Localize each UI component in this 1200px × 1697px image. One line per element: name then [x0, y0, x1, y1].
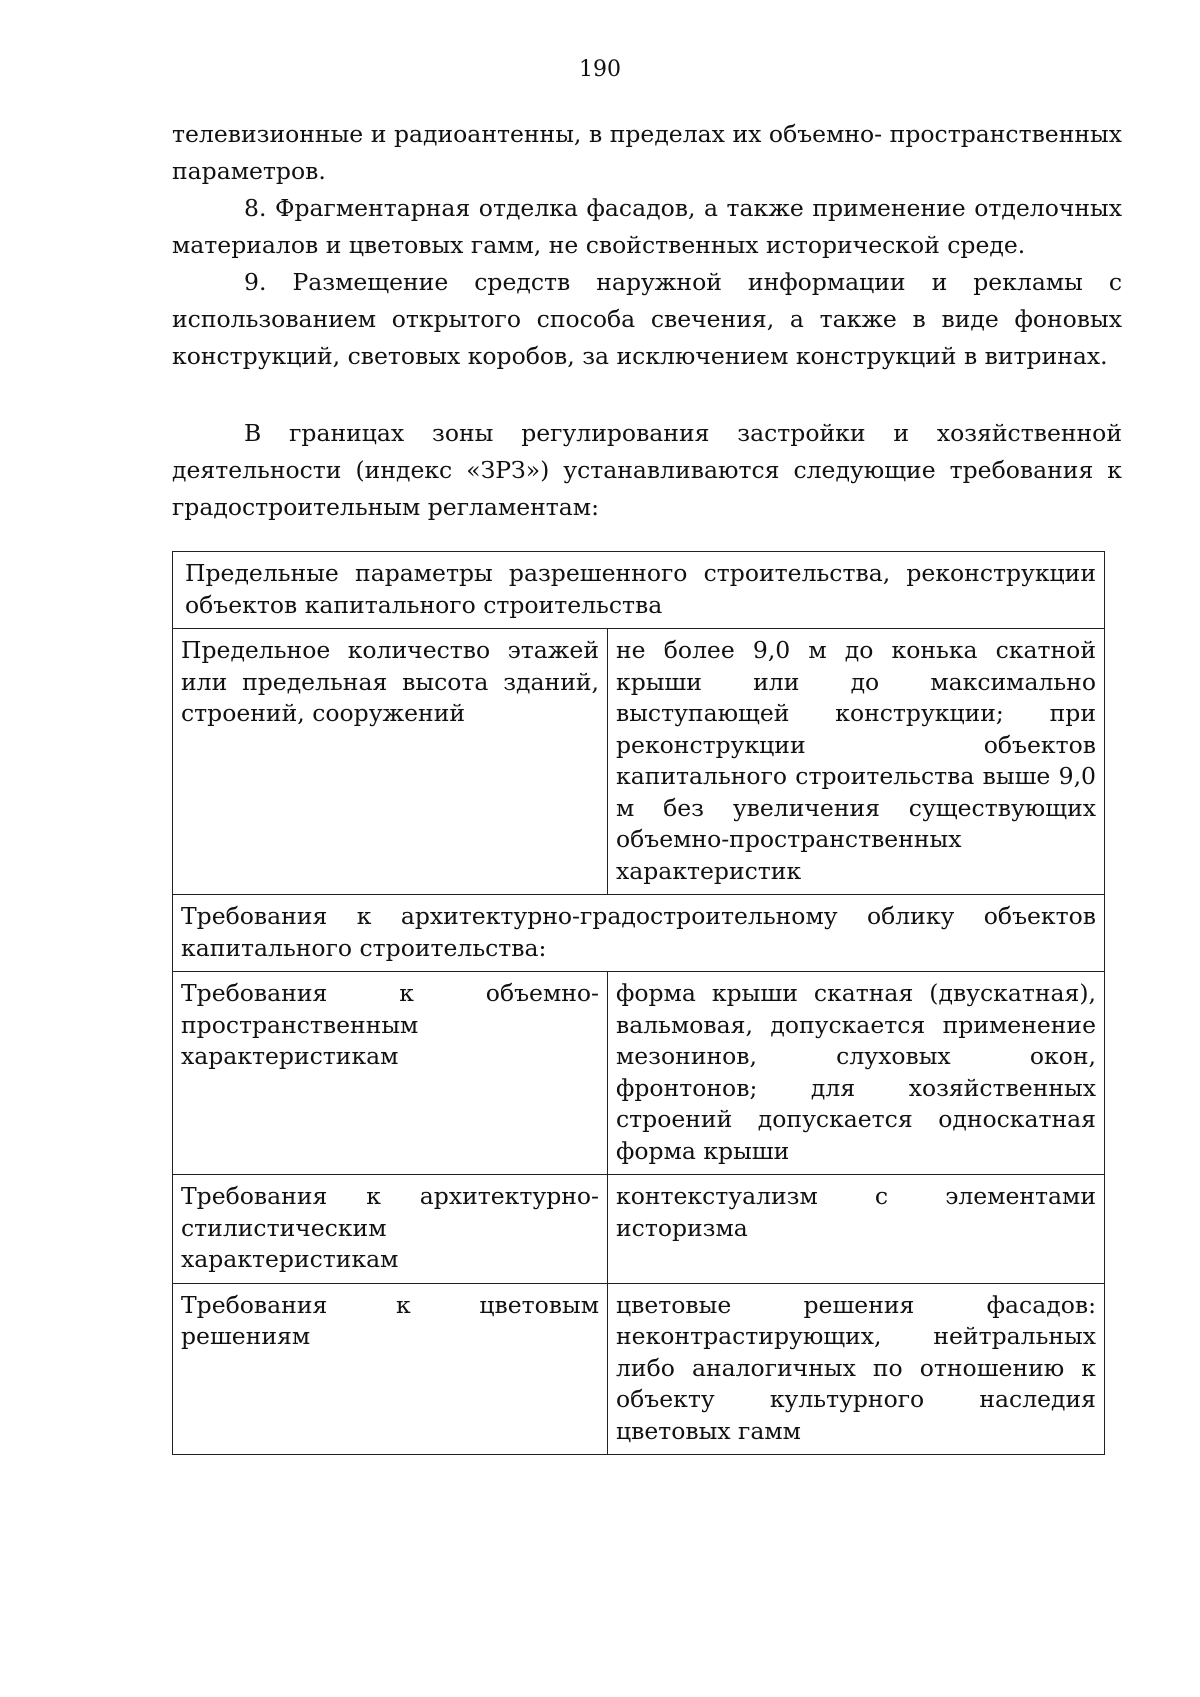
- paragraph-continuation: телевизионные и радиоантенны, в пределах их объемно- пространственных параметров.: [172, 120, 1122, 185]
- paragraph-item-9: 9. Размещение средств наружной информации и рекламы с использованием открытого способа свечения, а также в виде фоновых конструкций, световых коробов, за исключением конструкций в витринах.: [172, 268, 1122, 370]
- table-cell-value: цветовые решения фасадов: неконтрастирующих, нейтральных либо аналогичных по отношению к объекту культурного наследия цветовых гамм: [608, 1283, 1105, 1455]
- table-cell-value: не более 9,0 м до конька скатной крыши или до максимально выступающей конструкции; при реконструкции объектов капитального строительства выше 9,0 м без увеличения существующих объемно-пространственных характеристик: [608, 629, 1105, 895]
- table-cell-label: Предельное количество этажей или предельная высота зданий, строений, сооружений: [173, 629, 608, 895]
- paragraph-item-8: 8. Фрагментарная отделка фасадов, а также применение отделочных материалов и цветовых гамм, не свойственных исторической среде.: [172, 194, 1122, 259]
- table-row: [173, 629, 1105, 895]
- table-cell-value: форма крыши скатная (двускатная), вальмовая, допускается применение мезонинов, слуховых окон, фронтонов; для хозяйственных строений допускается односкатная форма крыши: [608, 972, 1105, 1175]
- table-cell-label: Требования к цветовым решениям: [173, 1283, 608, 1455]
- table-row: [173, 1283, 1105, 1455]
- table-cell-label: Требования к объемно-пространственным характеристикам: [173, 972, 608, 1175]
- page-number: 190: [579, 57, 621, 82]
- table-cell-value: контекстуализм с элементами историзма: [608, 1175, 1105, 1284]
- table-cell-label: Требования к архитектурно-стилистическим характеристикам: [173, 1175, 608, 1284]
- table-row: [173, 552, 1105, 629]
- table-section-header: Требования к архитектурно-градостроительному облику объектов капитального строительства:: [173, 895, 1105, 972]
- table-section-header: Предельные параметры разрешенного строительства, реконструкции объектов капитального строительства: [173, 552, 1105, 629]
- regulations-table: [172, 551, 1105, 1455]
- table-row: [173, 895, 1105, 972]
- table-row: [173, 1175, 1105, 1284]
- body-text: [172, 116, 1122, 526]
- paragraph-zrz-intro: В границах зоны регулирования застройки и хозяйственной деятельности (индекс «ЗРЗ») устанавливаются следующие требования к градостроительным регламентам:: [172, 419, 1122, 521]
- table-row: [173, 972, 1105, 1175]
